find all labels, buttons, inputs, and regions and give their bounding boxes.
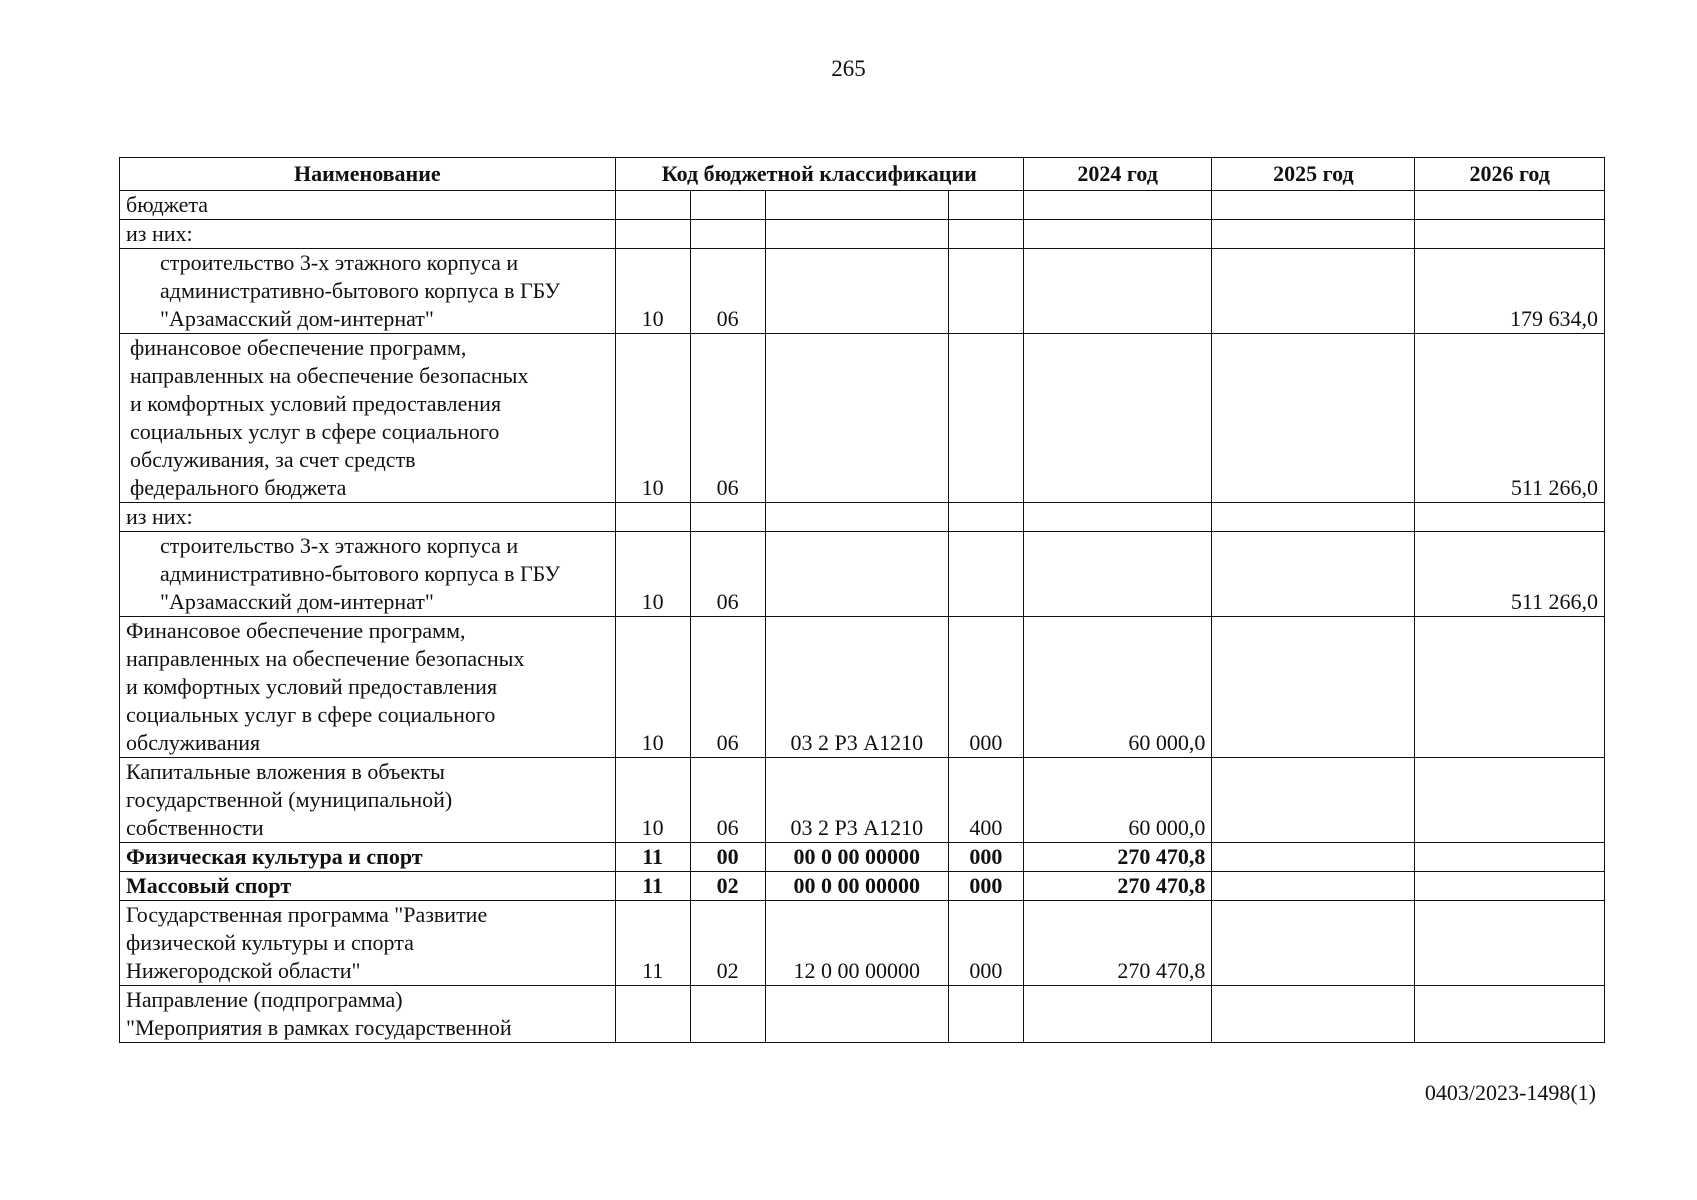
value-2026 bbox=[1415, 986, 1605, 1043]
row-name-line: "Арзамасский дом-интернат" bbox=[160, 306, 434, 331]
value-2026 bbox=[1415, 503, 1605, 532]
section-code bbox=[615, 986, 690, 1043]
row-name bbox=[120, 220, 616, 249]
expense-type-code: 000 bbox=[948, 872, 1023, 901]
section-code: 10 bbox=[615, 249, 690, 334]
target-article-code: 00 0 00 00000 bbox=[765, 843, 948, 872]
row-name-line: социальных услуг в сфере социального bbox=[126, 702, 496, 727]
row-name-line: Физическая культура и спорт bbox=[126, 844, 423, 869]
table-row bbox=[120, 986, 1605, 1043]
row-name-line: Массовый спорт bbox=[126, 873, 292, 898]
expense-type-code bbox=[948, 191, 1023, 220]
target-article-code bbox=[765, 532, 948, 617]
value-2025 bbox=[1212, 872, 1415, 901]
row-name-line: Направление (подпрограмма) bbox=[126, 987, 403, 1012]
value-2026: 511 266,0 bbox=[1415, 334, 1605, 503]
expense-type-code bbox=[948, 220, 1023, 249]
row-name bbox=[120, 191, 616, 220]
subsection-code: 06 bbox=[690, 617, 765, 758]
row-name bbox=[120, 872, 616, 901]
row-name-line: обслуживания bbox=[126, 730, 261, 755]
row-name-line: Финансовое обеспечение программ, bbox=[126, 618, 466, 643]
value-2024: 270 470,8 bbox=[1023, 901, 1211, 986]
subsection-code: 06 bbox=[690, 249, 765, 334]
value-2026 bbox=[1415, 872, 1605, 901]
row-name-line: бюджета bbox=[126, 192, 209, 217]
section-code: 10 bbox=[615, 617, 690, 758]
header-2024: 2024 год bbox=[1023, 158, 1211, 191]
value-2025 bbox=[1212, 191, 1415, 220]
row-name bbox=[120, 986, 616, 1043]
value-2024 bbox=[1023, 220, 1211, 249]
row-name bbox=[120, 843, 616, 872]
section-code: 11 bbox=[615, 843, 690, 872]
section-code: 11 bbox=[615, 872, 690, 901]
row-name-line: собственности bbox=[126, 815, 264, 840]
value-2026 bbox=[1415, 191, 1605, 220]
row-name-line: "Мероприятия в рамках государственной bbox=[126, 1015, 512, 1040]
row-name-line: "Арзамасский дом-интернат" bbox=[160, 589, 434, 614]
table-row bbox=[120, 843, 1605, 872]
table-row bbox=[120, 249, 1605, 334]
expense-type-code: 000 bbox=[948, 843, 1023, 872]
value-2025 bbox=[1212, 843, 1415, 872]
row-name-line: физической культуры и спорта bbox=[126, 930, 414, 955]
budget-table bbox=[119, 157, 1605, 1043]
table-row bbox=[120, 191, 1605, 220]
row-name-line: финансовое обеспечение программ, bbox=[130, 335, 467, 360]
target-article-code: 03 2 Р3 А1210 bbox=[765, 617, 948, 758]
subsection-code: 00 bbox=[690, 843, 765, 872]
row-name-line: Нижегородской области" bbox=[126, 958, 361, 983]
row-name bbox=[120, 503, 616, 532]
expense-type-code: 000 bbox=[948, 617, 1023, 758]
subsection-code: 06 bbox=[690, 758, 765, 843]
value-2024 bbox=[1023, 532, 1211, 617]
value-2024 bbox=[1023, 986, 1211, 1043]
value-2024: 60 000,0 bbox=[1023, 758, 1211, 843]
target-article-code: 03 2 Р3 А1210 bbox=[765, 758, 948, 843]
value-2026: 511 266,0 bbox=[1415, 532, 1605, 617]
value-2024: 60 000,0 bbox=[1023, 617, 1211, 758]
row-name-line: федерального бюджета bbox=[130, 475, 347, 500]
expense-type-code: 400 bbox=[948, 758, 1023, 843]
table-body bbox=[120, 191, 1605, 1043]
value-2026: 179 634,0 bbox=[1415, 249, 1605, 334]
row-name bbox=[120, 901, 616, 986]
row-name-line: и комфортных условий предоставления bbox=[126, 674, 498, 699]
header-2026: 2026 год bbox=[1415, 158, 1605, 191]
row-name-line: строительство 3-х этажного корпуса и bbox=[160, 533, 519, 558]
row-name-line: социальных услуг в сфере социального bbox=[130, 419, 500, 444]
row-name-line: государственной (муниципальной) bbox=[126, 787, 453, 812]
section-code bbox=[615, 191, 690, 220]
target-article-code bbox=[765, 503, 948, 532]
subsection-code: 02 bbox=[690, 872, 765, 901]
section-code: 10 bbox=[615, 532, 690, 617]
header-name: Наименование bbox=[120, 158, 616, 191]
row-name-line: строительство 3-х этажного корпуса и bbox=[160, 250, 519, 275]
document-code: 0403/2023-1498(1) bbox=[1424, 1080, 1596, 1105]
table-row bbox=[120, 503, 1605, 532]
row-name-line: административно-бытового корпуса в ГБУ bbox=[160, 561, 561, 586]
row-name-line: направленных на обеспечение безопасных bbox=[126, 646, 525, 671]
table-row bbox=[120, 532, 1605, 617]
row-name bbox=[120, 249, 616, 334]
value-2025 bbox=[1212, 249, 1415, 334]
subsection-code bbox=[690, 986, 765, 1043]
row-name-line: Государственная программа "Развитие bbox=[126, 902, 488, 927]
value-2024 bbox=[1023, 334, 1211, 503]
value-2025 bbox=[1212, 901, 1415, 986]
value-2026 bbox=[1415, 843, 1605, 872]
row-name bbox=[120, 334, 616, 503]
row-name-line: Капитальные вложения в объекты bbox=[126, 759, 445, 784]
value-2024 bbox=[1023, 503, 1211, 532]
value-2026 bbox=[1415, 617, 1605, 758]
expense-type-code bbox=[948, 334, 1023, 503]
target-article-code bbox=[765, 249, 948, 334]
table-row bbox=[120, 901, 1605, 986]
subsection-code: 02 bbox=[690, 901, 765, 986]
subsection-code bbox=[690, 191, 765, 220]
value-2024 bbox=[1023, 249, 1211, 334]
subsection-code: 06 bbox=[690, 532, 765, 617]
value-2025 bbox=[1212, 503, 1415, 532]
subsection-code: 06 bbox=[690, 334, 765, 503]
row-name-line: и комфортных условий предоставления bbox=[130, 391, 502, 416]
value-2024: 270 470,8 bbox=[1023, 843, 1211, 872]
target-article-code: 00 0 00 00000 bbox=[765, 872, 948, 901]
value-2026 bbox=[1415, 758, 1605, 843]
value-2024 bbox=[1023, 191, 1211, 220]
value-2025 bbox=[1212, 758, 1415, 843]
target-article-code: 12 0 00 00000 bbox=[765, 901, 948, 986]
row-name bbox=[120, 758, 616, 843]
expense-type-code bbox=[948, 532, 1023, 617]
expense-type-code bbox=[948, 249, 1023, 334]
row-name-line: из них: bbox=[126, 221, 193, 246]
value-2025 bbox=[1212, 220, 1415, 249]
expense-type-code bbox=[948, 503, 1023, 532]
header-code: Код бюджетной классификации bbox=[615, 158, 1023, 191]
value-2026 bbox=[1415, 901, 1605, 986]
row-name bbox=[120, 617, 616, 758]
row-name-line: обслуживания, за счет средств bbox=[130, 447, 416, 472]
value-2025 bbox=[1212, 986, 1415, 1043]
value-2025 bbox=[1212, 334, 1415, 503]
table-row bbox=[120, 334, 1605, 503]
row-name bbox=[120, 532, 616, 617]
table-row bbox=[120, 617, 1605, 758]
section-code: 10 bbox=[615, 334, 690, 503]
row-name-line: направленных на обеспечение безопасных bbox=[130, 363, 529, 388]
subsection-code bbox=[690, 220, 765, 249]
section-code bbox=[615, 503, 690, 532]
value-2025 bbox=[1212, 617, 1415, 758]
expense-type-code bbox=[948, 986, 1023, 1043]
value-2026 bbox=[1415, 220, 1605, 249]
target-article-code bbox=[765, 191, 948, 220]
value-2024: 270 470,8 bbox=[1023, 872, 1211, 901]
section-code: 11 bbox=[615, 901, 690, 986]
subsection-code bbox=[690, 503, 765, 532]
section-code: 10 bbox=[615, 758, 690, 843]
row-name-line: административно-бытового корпуса в ГБУ bbox=[160, 278, 561, 303]
header-row bbox=[120, 158, 1605, 191]
expense-type-code: 000 bbox=[948, 901, 1023, 986]
row-name-line: из них: bbox=[126, 504, 193, 529]
page-number: 265 bbox=[831, 56, 866, 81]
table-row bbox=[120, 758, 1605, 843]
target-article-code bbox=[765, 220, 948, 249]
target-article-code bbox=[765, 334, 948, 503]
header-2025: 2025 год bbox=[1212, 158, 1415, 191]
target-article-code bbox=[765, 986, 948, 1043]
section-code bbox=[615, 220, 690, 249]
table-row bbox=[120, 220, 1605, 249]
value-2025 bbox=[1212, 532, 1415, 617]
table-row bbox=[120, 872, 1605, 901]
